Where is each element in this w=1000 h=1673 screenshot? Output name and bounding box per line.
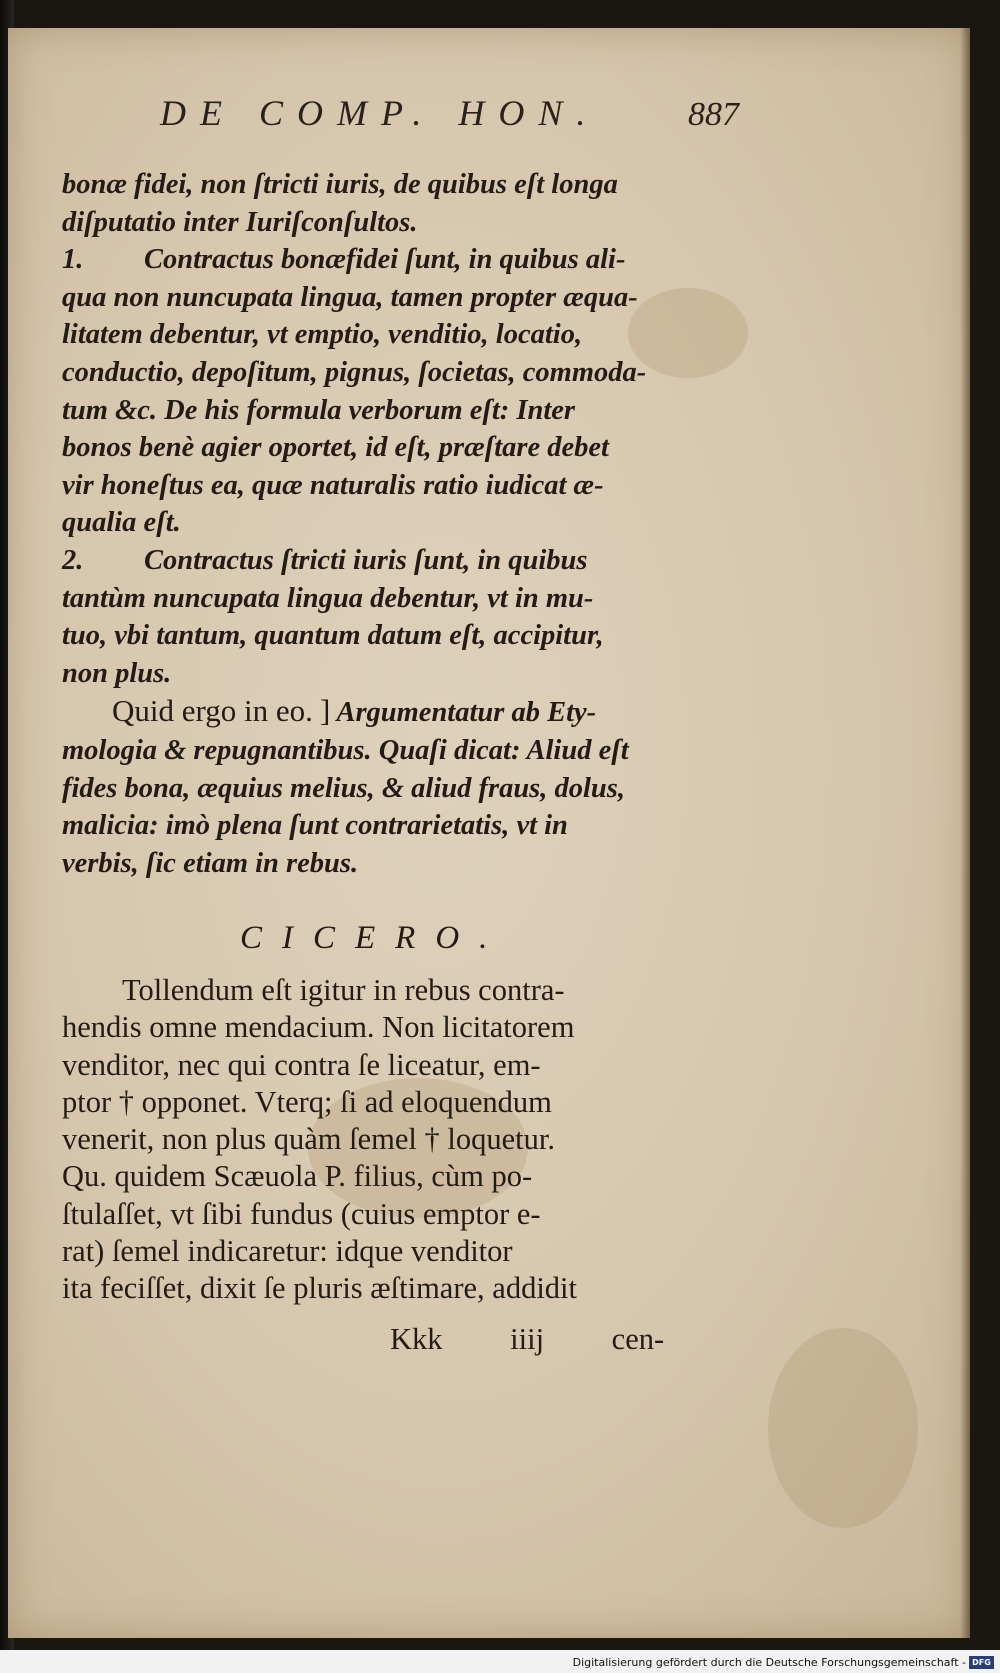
footer-bar bbox=[0, 1650, 1000, 1673]
text-line: ita feciſſet, dixit ſe pluris æſtimare, addidit bbox=[62, 1271, 577, 1306]
paper-stain bbox=[768, 1328, 918, 1528]
text-line: tum &c. De his formula verborum eſt: Inter bbox=[62, 394, 576, 426]
numbered-item-first-line bbox=[62, 542, 712, 580]
text-line: tuo, vbi tantum, quantum datum eſt, accipitur, bbox=[62, 620, 604, 652]
text-line: Tollendum eſt igitur in rebus contra- bbox=[122, 973, 565, 1007]
cicero-text-block bbox=[62, 972, 712, 1308]
gloss-first-line bbox=[62, 692, 712, 732]
text-line: vir honeſtus ea, quæ naturalis ratio iudicat æ- bbox=[62, 469, 604, 501]
text-line: bonos benè agier oportet, id eſt, præſtare debet bbox=[62, 432, 609, 464]
item-number: 1. bbox=[62, 244, 84, 276]
text-line: ptor † opponet. Vterq; ſi ad eloquendum bbox=[62, 1084, 552, 1119]
page-number: 887 bbox=[688, 96, 739, 133]
text-line: hendis omne mendacium. Non licitatorem bbox=[62, 1010, 575, 1045]
text-line: qua non nuncupata lingua, tamen propter æqua- bbox=[62, 281, 638, 313]
text-line: diſputatio inter Iuriſconſultos. bbox=[62, 206, 418, 238]
text-line: conductio, depoſitum, pignus, ſocietas, commoda- bbox=[62, 356, 647, 388]
commentary-block bbox=[62, 166, 712, 882]
text-line: tantùm nuncupata lingua debentur, vt in mu- bbox=[62, 582, 594, 614]
text-line: Contractus bonæfidei ſunt, in quibus ali- bbox=[144, 244, 626, 276]
running-title: DE COMP. HON. bbox=[160, 93, 600, 133]
gloss-bracket: ] bbox=[320, 693, 331, 729]
text-line: bonæ fidei, non ſtricti iuris, de quibus eſt longa bbox=[62, 169, 618, 200]
text-line: fides bona, æquius melius, & aliud fraus, dolus, bbox=[62, 772, 626, 804]
text-line: rat) ſemel indicaretur: idque venditor bbox=[62, 1234, 513, 1269]
text-line: Contractus ſtricti iuris ſunt, in quibus bbox=[144, 544, 588, 576]
text-line: ſtulaſſet, vt ſibi fundus (cuius emptor e- bbox=[62, 1196, 541, 1231]
item-number: 2. bbox=[62, 544, 84, 576]
gloss-lemma: Quid ergo in eo. bbox=[112, 693, 313, 729]
text-line: litatem debentur, vt emptio, venditio, locatio, bbox=[62, 319, 583, 351]
text-line: non plus. bbox=[62, 657, 172, 689]
catchword: cen- bbox=[611, 1322, 665, 1356]
numbered-item-first-line bbox=[62, 241, 712, 279]
page-edge-shadow bbox=[960, 28, 970, 1638]
text-line: qualia eſt. bbox=[62, 507, 181, 539]
catchline bbox=[390, 1322, 710, 1357]
section-heading: CICERO. bbox=[240, 920, 508, 956]
text-line: venerit, non plus quàm ſemel † loquetur. bbox=[62, 1122, 555, 1157]
text-line: mologia & repugnantibus. Quaſi dicat: Aliud eſt bbox=[62, 734, 629, 766]
text-line: Argumentatur ab Ety- bbox=[336, 697, 597, 729]
text-line: malicia: imò plena ſunt contrarietatis, vt in bbox=[62, 810, 568, 842]
signature-mark: Kkk iiij bbox=[390, 1322, 545, 1356]
dfg-logo: DFG bbox=[969, 1656, 994, 1669]
text-line: venditor, nec qui contra ſe liceatur, em- bbox=[62, 1047, 541, 1082]
text-line: verbis, ſic etiam in rebus. bbox=[62, 847, 359, 879]
footer-credit: Digitalisierung gefördert durch die Deutsche Forschungsgemeinschaft - bbox=[572, 1656, 966, 1669]
text-line: Qu. quidem Scæuola P. filius, cùm po- bbox=[62, 1159, 533, 1194]
